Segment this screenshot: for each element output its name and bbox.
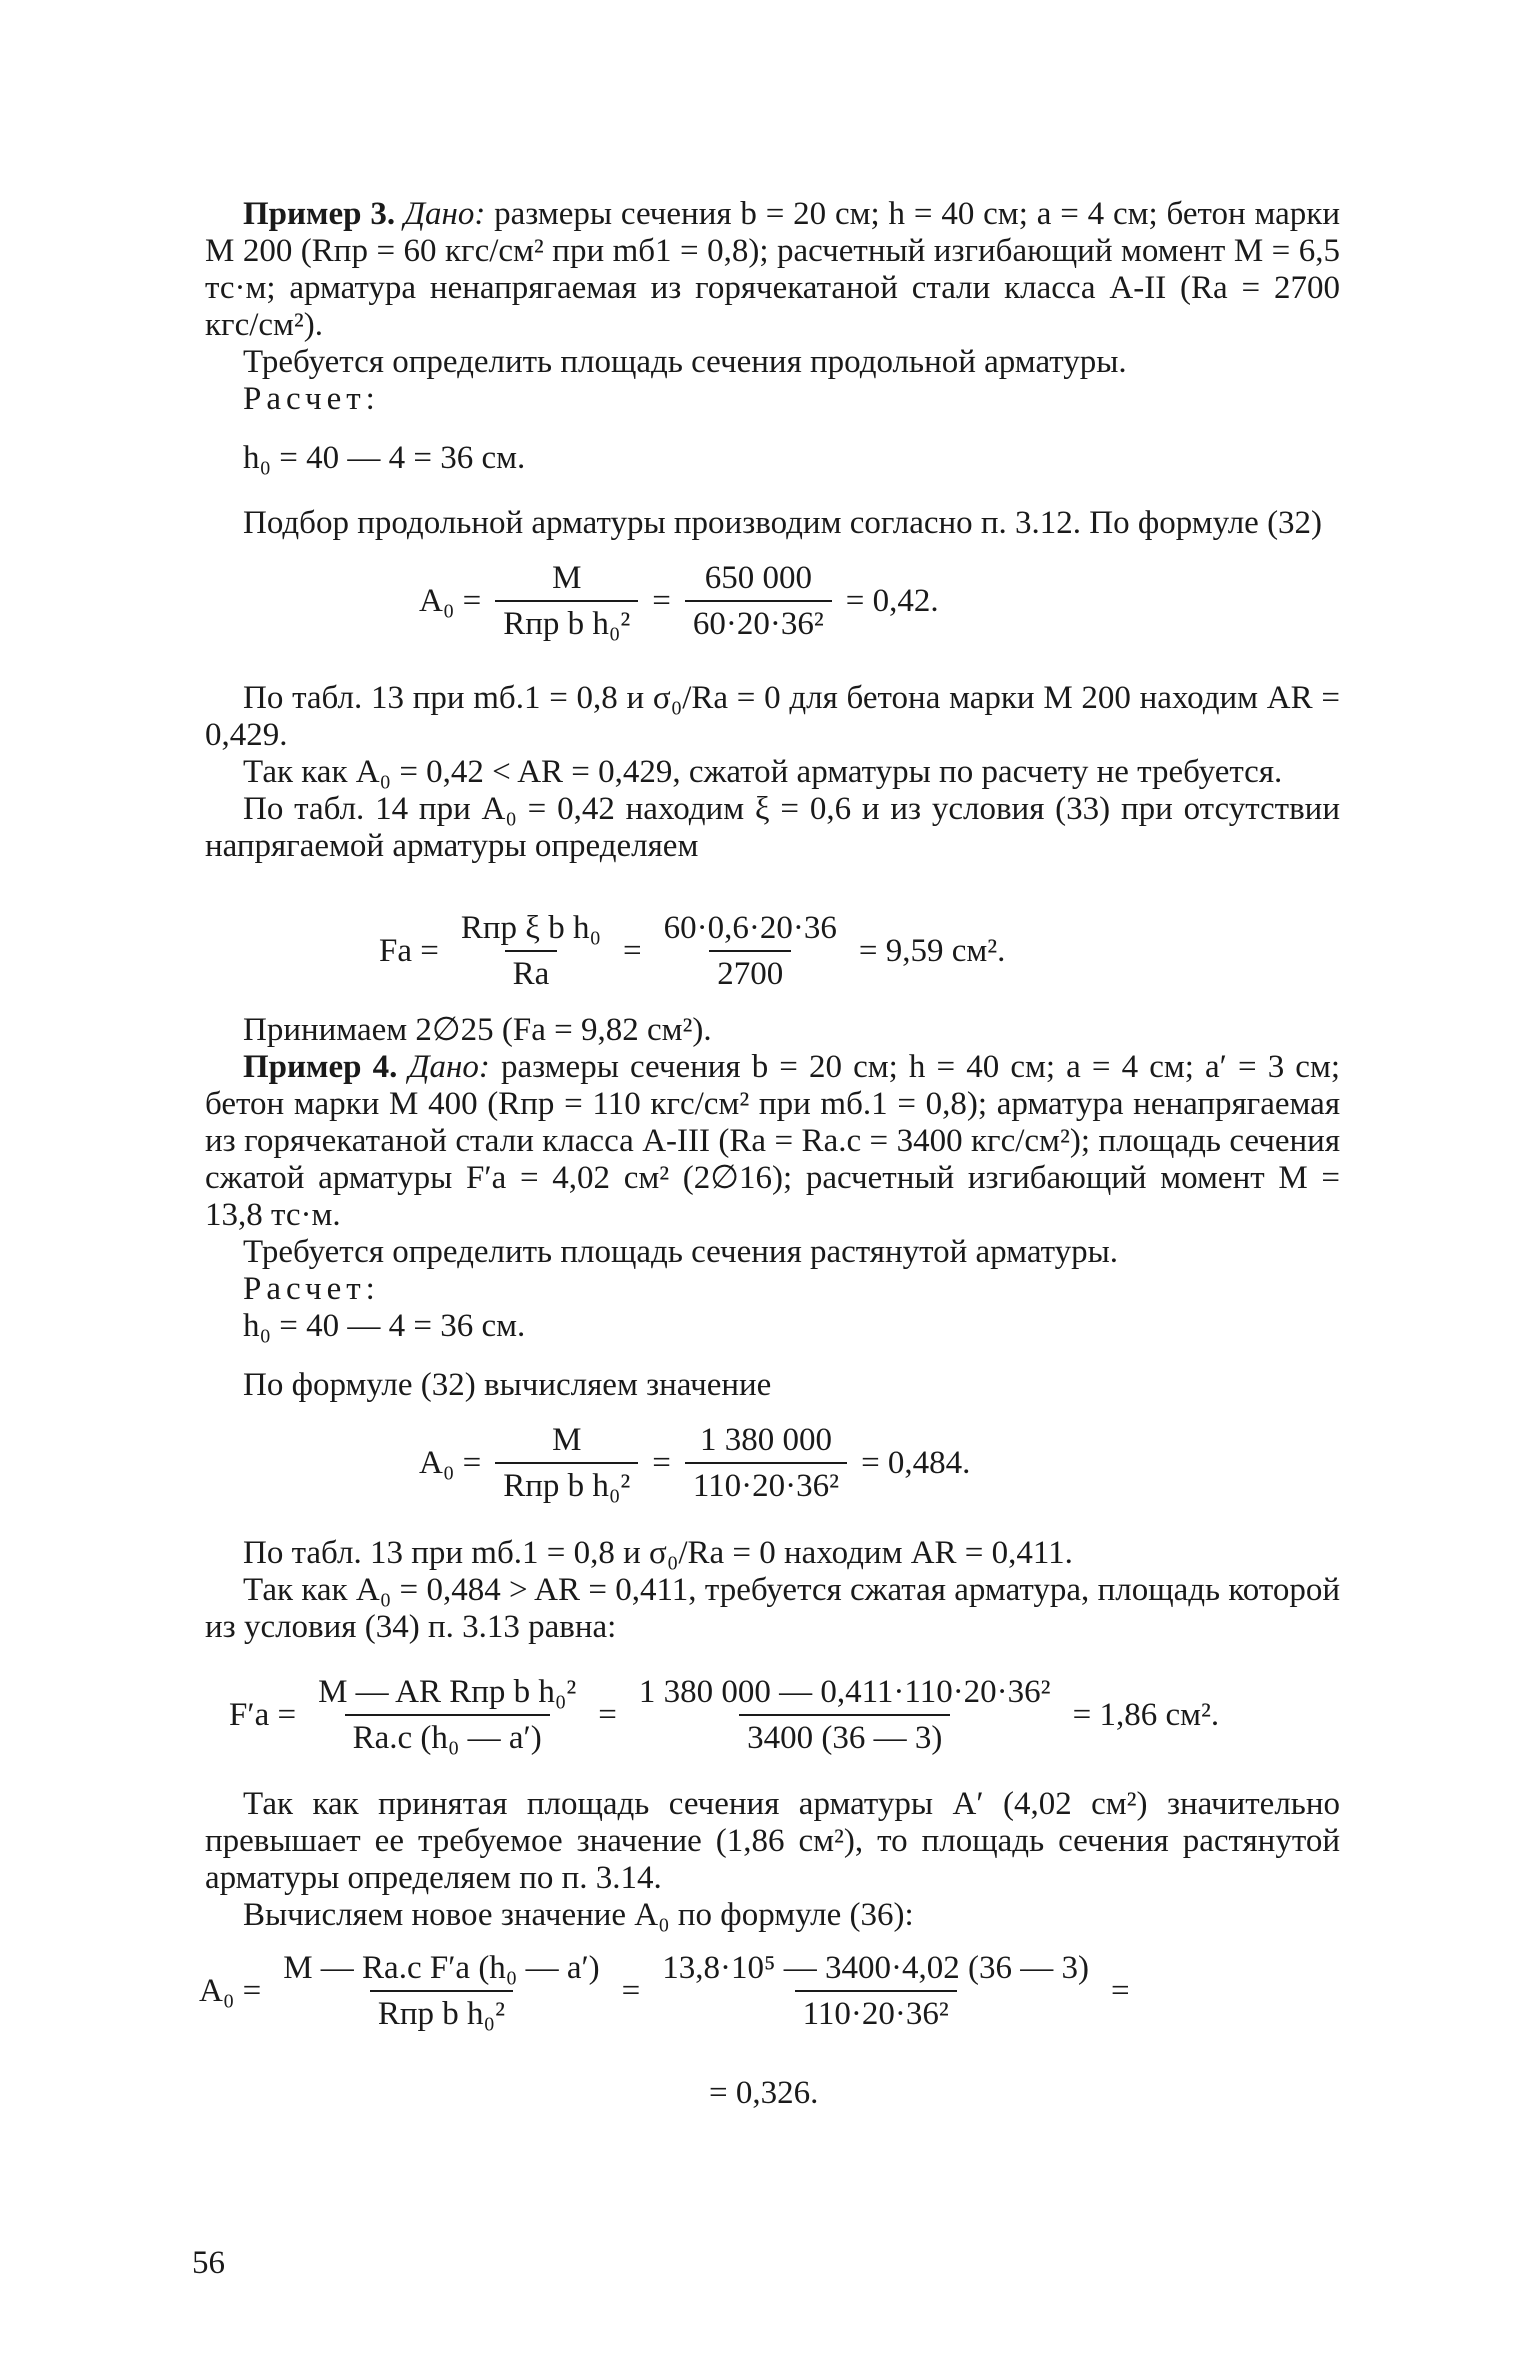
paragraph-example-4 xyxy=(205,1049,1340,1234)
paragraph-task-2: Требуется определить площадь сечения растянутой арматуры. xyxy=(243,1234,1119,1270)
eq3-result: = 0,484. xyxy=(861,1445,971,1481)
eq4-fraction-symbolic xyxy=(310,1674,584,1756)
text-block-2 xyxy=(205,680,1340,865)
eq5-lhs: A₀ = xyxy=(199,1973,262,2009)
equation-5 xyxy=(195,1950,1134,2032)
eq5-num1: M — Rа.с F′а (h₀ — a′) xyxy=(283,1950,600,1986)
eq2-num2: 60·0,6·20·36 xyxy=(663,910,837,946)
eq3-den2: 110·20·36² xyxy=(685,1462,847,1504)
eq2-lhs: Fа = xyxy=(379,933,439,969)
eq2-den1: Rа xyxy=(505,950,558,992)
equation-4 xyxy=(225,1674,1223,1756)
eq1-fraction-symbolic xyxy=(495,560,638,642)
eq5-den1: Rпр b h₀² xyxy=(370,1990,513,2032)
eq5-fraction-numeric xyxy=(654,1950,1097,2032)
paragraph-new-a0: Вычисляем новое значение A₀ по формуле (36): xyxy=(243,1897,914,1933)
text-block-1 xyxy=(205,196,1340,542)
paragraph-table13-2: По табл. 13 при mб.1 = 0,8 и σ₀/Rа = 0 находим AR = 0,411. xyxy=(243,1535,1073,1571)
eq1-num1: M xyxy=(552,560,582,596)
paragraph-example-3 xyxy=(205,196,1340,344)
eq3-num1: M xyxy=(552,1422,582,1458)
paragraph-table13: По табл. 13 при mб.1 = 0,8 и σ₀/Rа = 0 для бетона марки М 200 находим AR = 0,429. xyxy=(205,680,1340,753)
given-label-2: Дано: xyxy=(408,1049,490,1085)
text-block-4 xyxy=(205,1535,1340,1646)
equation-3 xyxy=(415,1422,974,1504)
eq2-fraction-numeric xyxy=(656,910,845,992)
eq2-equals: = xyxy=(623,933,642,969)
eq3-den1: Rпр b h₀² xyxy=(495,1462,638,1504)
eq1-den1: Rпр b h₀² xyxy=(495,600,638,642)
eq3-fraction-symbolic xyxy=(495,1422,638,1504)
example-3-text: размеры сечения b = 20 см; h = 40 см; a = 4 см; бетон марки М 200 (Rпр = 60 кгс/см² при mб1 = 0,8); расчетный изгибающий момент M = 6,5 тс·м; арматура ненапрягаемая из горячекатаной стали класса А-II (Rа = 2700 кгс/см²). xyxy=(205,196,1341,343)
eq3-equals: = xyxy=(652,1445,671,1481)
eq1-equals: = xyxy=(652,583,671,619)
paragraph-comparison: Так как A₀ = 0,42 < AR = 0,429, сжатой арматуры по расчету не требуется. xyxy=(243,754,1283,790)
eq1-den2: 60·20·36² xyxy=(685,600,832,642)
eq5-equals: = xyxy=(621,1973,641,2009)
h0-line: h₀ = 40 — 4 = 36 см. xyxy=(243,440,526,476)
eq5-result: = xyxy=(1111,1973,1130,2009)
equation-2 xyxy=(375,910,1009,992)
eq4-num2: 1 380 000 — 0,411·110·20·36² xyxy=(638,1674,1051,1710)
example-3-label: Пример 3. xyxy=(243,196,396,232)
example-4-label: Пример 4. xyxy=(243,1049,398,1085)
paragraph-table14: По табл. 14 при A₀ = 0,42 находим ξ = 0,6 и из условия (33) при отсутствии напрягаемой арматуры определяем xyxy=(205,791,1340,864)
h0-line-2: h₀ = 40 — 4 = 36 см. xyxy=(243,1308,526,1344)
eq4-result: = 1,86 см². xyxy=(1072,1697,1220,1733)
paragraph-accept: Принимаем 2∅25 (Fа = 9,82 см²). xyxy=(243,1012,712,1048)
eq5-num2: 13,8·10⁵ — 3400·4,02 (36 — 3) xyxy=(662,1950,1090,1986)
eq5-fraction-symbolic xyxy=(275,1950,607,2032)
eq1-num2: 650 000 xyxy=(704,560,812,596)
eq4-lhs: F′а = xyxy=(229,1697,297,1733)
paragraph-task: Требуется определить площадь сечения продольной арматуры. xyxy=(243,344,1127,380)
eq1-fraction-numeric xyxy=(685,560,832,642)
eq4-num1: M — AR Rпр b h₀² xyxy=(318,1674,577,1710)
example-4-text: размеры сечения b = 20 см; h = 40 см; a = 4 см; a′ = 3 см; бетон марки М 400 (Rпр = 110 кгс/см² при mб.1 = 0,8); арматура ненапрягаемая из горячекатаной стали класса А-III (Rа = Rа.с = 3400 кгс/см²); площадь сечения сжатой арматуры F′а = 4,02 см² (2∅16); расчетный изгибающий момент M = 13,8 тс·м. xyxy=(205,1049,1341,1233)
given-label: Дано: xyxy=(403,196,486,232)
eq3-num2: 1 380 000 xyxy=(699,1422,832,1458)
eq1-lhs: A₀ = xyxy=(419,583,482,619)
eq3-lhs: A₀ = xyxy=(419,1445,482,1481)
paragraph-comparison-2: Так как A₀ = 0,484 > AR = 0,411, требуется сжатая арматура, площадь которой из условия (34) п. 3.13 равна: xyxy=(205,1572,1340,1645)
eq5b-result: = 0,326. xyxy=(709,2075,819,2111)
page-number: 56 xyxy=(192,2245,225,2281)
text-block-5 xyxy=(205,1786,1340,1934)
paragraph-selection: Подбор продольной арматуры производим согласно п. 3.12. По формуле (32) xyxy=(243,505,1323,541)
calc-label-2: Расчет: xyxy=(243,1271,380,1307)
equation-5-result-line xyxy=(705,2075,822,2111)
eq4-den1: Rа.с (h₀ — a′) xyxy=(345,1714,550,1756)
eq2-fraction-symbolic xyxy=(453,910,609,992)
eq2-num1: Rпр ξ b h₀ xyxy=(460,910,602,946)
eq4-equals: = xyxy=(598,1697,617,1733)
equation-1 xyxy=(415,560,943,642)
paragraph-area-compare: Так как принятая площадь сечения арматуры A′ (4,02 см²) значительно превышает ее требуемое значение (1,86 см²), то площадь сечения растянутой арматуры определяем по п. 3.14. xyxy=(205,1786,1340,1896)
text-block-3 xyxy=(205,1012,1340,1404)
eq1-result: = 0,42. xyxy=(845,583,939,619)
eq4-den2: 3400 (36 — 3) xyxy=(739,1714,950,1756)
eq3-fraction-numeric xyxy=(685,1422,847,1504)
calc-label: Расчет: xyxy=(243,381,380,417)
eq2-den2: 2700 xyxy=(709,950,791,992)
eq4-fraction-numeric xyxy=(631,1674,1059,1756)
eq2-result: = 9,59 см². xyxy=(858,933,1006,969)
paragraph-formula32: По формуле (32) вычисляем значение xyxy=(243,1367,772,1403)
eq5-den2: 110·20·36² xyxy=(795,1990,957,2032)
